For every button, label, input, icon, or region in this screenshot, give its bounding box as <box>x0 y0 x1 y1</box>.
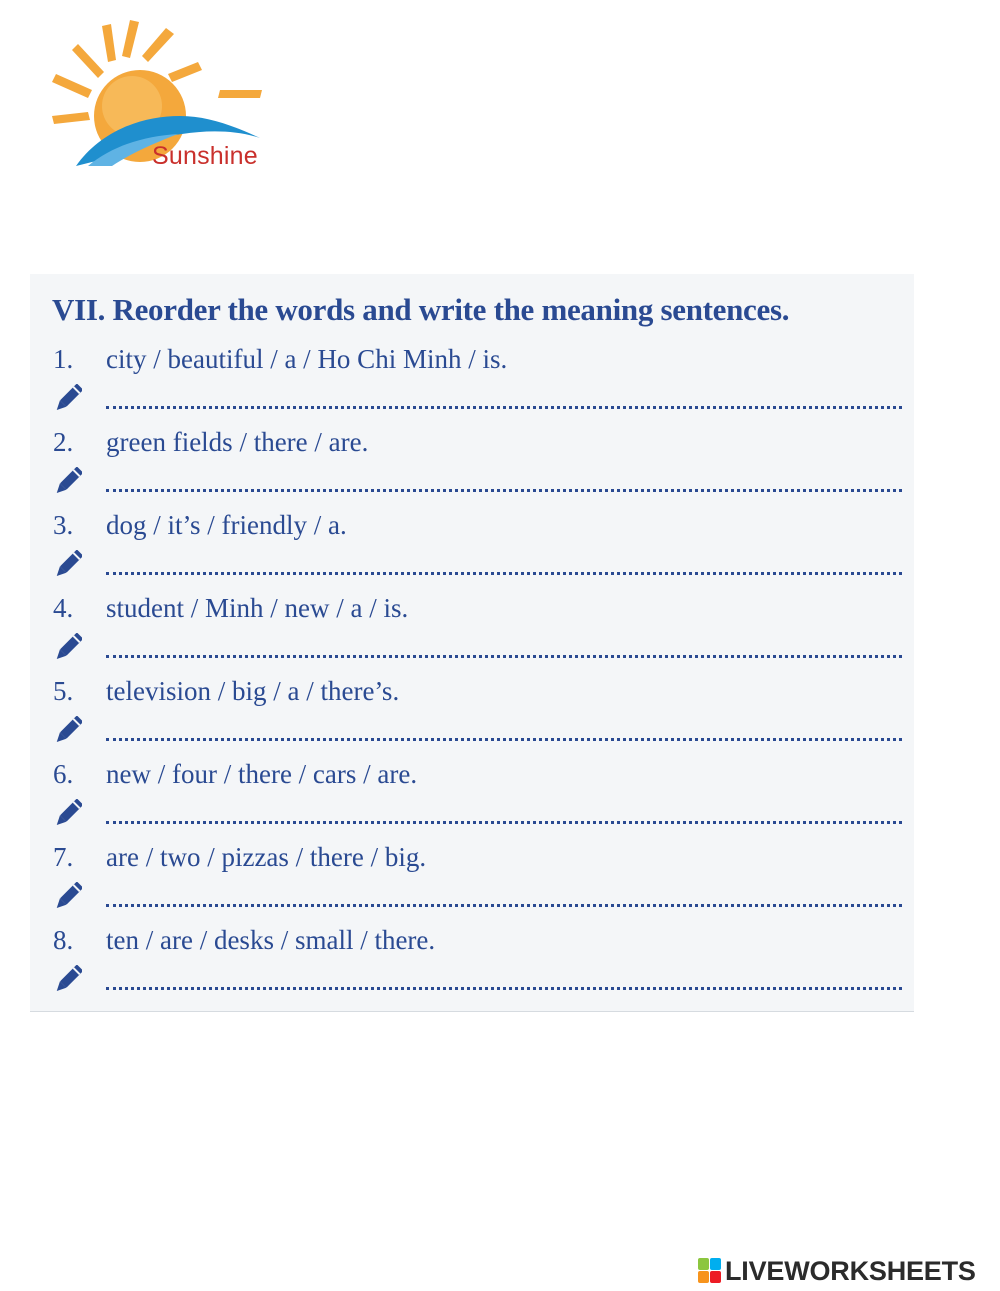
item-number: 8. <box>53 925 74 955</box>
worksheet-panel <box>30 274 914 1012</box>
answer-line[interactable] <box>106 572 902 575</box>
sunshine-logo <box>48 20 278 180</box>
exercise-item-6 <box>30 759 914 841</box>
item-words: city / beautiful / a / Ho Chi Minh / is. <box>106 344 508 374</box>
answer-line[interactable] <box>106 821 902 824</box>
item-words: student / Minh / new / a / is. <box>106 593 409 623</box>
item-number: 6. <box>53 759 74 789</box>
exercise-item-8 <box>30 925 914 1007</box>
answer-line[interactable] <box>106 738 902 741</box>
exercise-item-3 <box>30 510 914 592</box>
item-number: 3. <box>53 510 74 540</box>
pencil-icon <box>52 965 82 995</box>
logo-text: Sunshine <box>152 142 258 170</box>
item-number: 2. <box>53 427 74 457</box>
exercise-item-5 <box>30 676 914 758</box>
item-number: 5. <box>53 676 74 706</box>
answer-line[interactable] <box>106 406 902 409</box>
answer-line[interactable] <box>106 655 902 658</box>
pencil-icon <box>52 467 82 497</box>
item-words: are / two / pizzas / there / big. <box>106 842 427 872</box>
exercise-item-1 <box>30 344 914 426</box>
item-number: 7. <box>53 842 74 872</box>
exercise-item-7 <box>30 842 914 924</box>
exercise-item-4 <box>30 593 914 675</box>
item-words: green fields / there / are. <box>106 427 369 457</box>
liveworksheets-logo-icon <box>698 1258 722 1284</box>
exercise-heading: VII. Reorder the words and write the meaning sentences. <box>52 292 790 327</box>
item-words: television / big / a / there’s. <box>106 676 400 706</box>
answer-line[interactable] <box>106 987 902 990</box>
pencil-icon <box>52 882 82 912</box>
exercise-item-2 <box>30 427 914 509</box>
answer-line[interactable] <box>106 489 902 492</box>
pencil-icon <box>52 384 82 414</box>
pencil-icon <box>52 716 82 746</box>
item-number: 4. <box>53 593 74 623</box>
pencil-icon <box>52 550 82 580</box>
pencil-icon <box>52 633 82 663</box>
liveworksheets-brand[interactable] <box>698 1255 976 1287</box>
pencil-icon <box>52 799 82 829</box>
answer-line[interactable] <box>106 904 902 907</box>
item-words: ten / are / desks / small / there. <box>106 925 436 955</box>
brand-text: LIVEWORKSHEETS <box>725 1255 976 1286</box>
item-words: new / four / there / cars / are. <box>106 759 418 789</box>
item-words: dog / it’s / friendly / a. <box>106 510 347 540</box>
item-number: 1. <box>53 344 74 374</box>
